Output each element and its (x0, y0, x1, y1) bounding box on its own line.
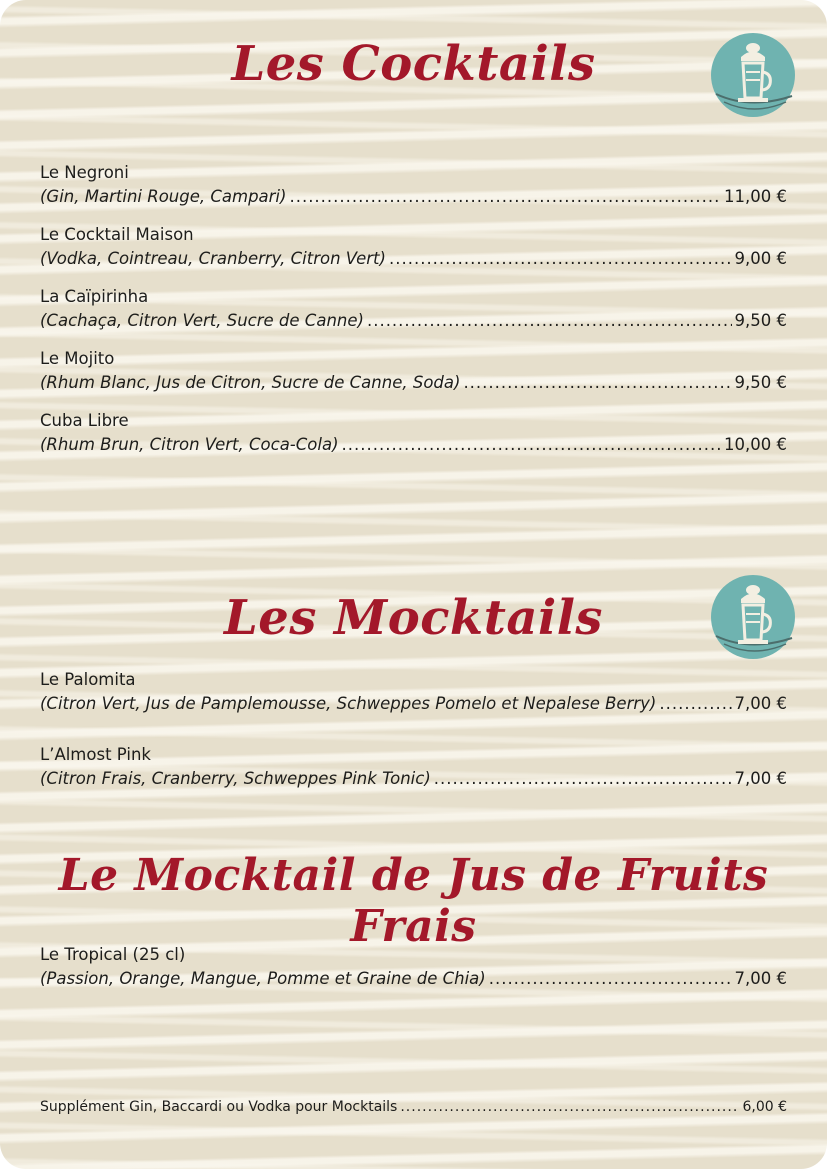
menu-item-caipirinha (40, 286, 787, 332)
item-price: 9,50 € (734, 373, 787, 392)
item-price: 9,50 € (734, 311, 787, 330)
menu-item-negroni (40, 162, 787, 208)
dot-leader (367, 310, 732, 332)
item-price: 10,00 € (724, 435, 787, 454)
dot-leader (659, 693, 731, 715)
item-description: (Citron Frais, Cranberry, Schweppes Pink Tonic) (40, 769, 431, 788)
mocktails-title: Les Mocktails (224, 590, 603, 646)
item-price: 7,00 € (734, 694, 787, 713)
supplement-price: 6,00 € (742, 1099, 787, 1115)
item-description: (Gin, Martini Rouge, Campari) (40, 187, 287, 206)
item-description: (Passion, Orange, Mangue, Pomme et Graine de Chia) (40, 969, 486, 988)
latte-glass-icon (710, 574, 796, 660)
dot-leader (400, 1096, 739, 1118)
item-name: La Caïpirinha (40, 287, 149, 306)
item-description: (Rhum Brun, Citron Vert, Coca-Cola) (40, 435, 339, 454)
menu-item-cuba-libre (40, 410, 787, 456)
dot-leader (289, 186, 721, 208)
menu-item-tropical (40, 944, 787, 990)
latte-glass-icon (710, 32, 796, 118)
dot-leader (342, 434, 722, 456)
cocktails-title: Les Cocktails (231, 36, 596, 92)
dot-leader (389, 248, 732, 270)
menu-item-cocktail-maison (40, 224, 787, 270)
item-price: 7,00 € (734, 969, 787, 988)
item-description: (Citron Vert, Jus de Pamplemousse, Schweppes Pomelo et Nepalese Berry) (40, 694, 657, 713)
item-name: Cuba Libre (40, 411, 129, 430)
item-description: (Vodka, Cointreau, Cranberry, Citron Vert) (40, 249, 386, 268)
item-name: Le Mojito (40, 349, 115, 368)
dot-leader (463, 372, 731, 394)
item-price: 11,00 € (724, 187, 787, 206)
item-name: Le Negroni (40, 163, 129, 182)
menu-item-palomita (40, 669, 787, 715)
dot-leader (434, 768, 732, 790)
dot-leader (489, 968, 732, 990)
item-price: 7,00 € (734, 769, 787, 788)
item-name: Le Palomita (40, 670, 136, 689)
item-description: (Cachaça, Citron Vert, Sucre de Canne) (40, 311, 364, 330)
fresh-juice-mocktail-title: Le Mocktail de Jus de Fruits Frais (58, 850, 769, 952)
item-price: 9,00 € (734, 249, 787, 268)
item-name: Le Cocktail Maison (40, 225, 194, 244)
menu-item-mojito (40, 348, 787, 394)
item-description: (Rhum Blanc, Jus de Citron, Sucre de Canne, Soda) (40, 373, 461, 392)
supplement-line (40, 1096, 787, 1118)
supplement-label: Supplément Gin, Baccardi ou Vodka pour Mocktails (40, 1099, 398, 1115)
item-name: L’Almost Pink (40, 745, 151, 764)
item-name: Le Tropical (25 cl) (40, 945, 186, 964)
menu-item-almost-pink (40, 744, 787, 790)
